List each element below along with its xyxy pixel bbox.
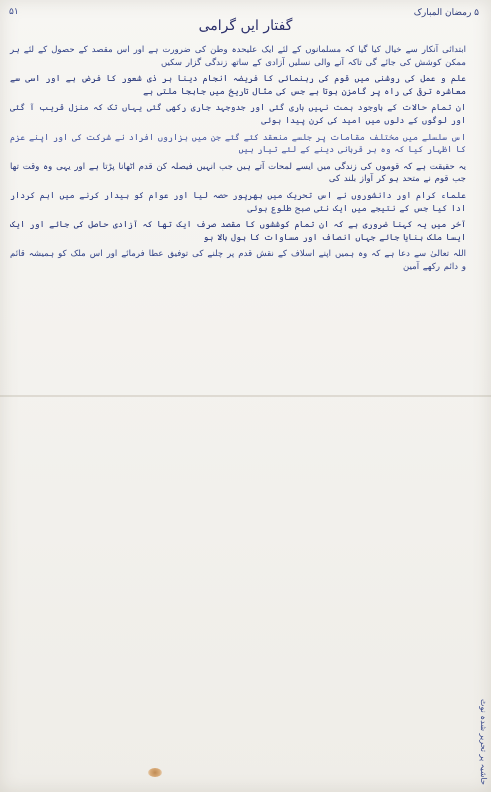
ink-stain	[148, 768, 162, 777]
paragraph: ان تمام حالات کے باوجود ہمت نہیں ہاری گئی اور جدوجہد جاری رکھی گئی یہاں تک کہ منزل قریب آ گئی اور لوگوں کے دلوں میں امید کی کرن پیدا ہوئی	[10, 103, 466, 126]
paragraph: علم و عمل کی روشنی میں قوم کی رہنمائی کا فریضہ انجام دینا ہر ذی شعور کا فرض ہے اور اسی سے معاشرہ ترقی کی راہ پر گامزن ہوتا ہے جس کی مثال تاریخ میں جابجا ملتی ہے	[10, 74, 466, 97]
paragraph: ابتدائی آنکار سے خیال کیا گیا کہ مسلمانوں کے لئے ایک علیحدہ وطن کی ضرورت ہے اور اس مقصد کے حصول کے لئے ہر ممکن کوشش کی جائے گی تاکہ آنے والی نسلیں آزادی کے ساتھ زندگی گزار سکیں	[10, 45, 466, 68]
page-title: گفتار ایں گرامی	[198, 18, 293, 34]
paragraph: یہ حقیقت ہے کہ قوموں کی زندگی میں ایسے لمحات آتے ہیں جب انہیں فیصلہ کن قدم اٹھانا پڑتا ہے اور یہی وہ وقت تھا جب قوم نے متحد ہو کر آواز بلند کی	[10, 161, 466, 185]
paper-fold	[0, 395, 491, 397]
handwritten-body	[10, 44, 466, 784]
margin-note: حاشیہ پر تحریر شدہ نوٹ	[479, 699, 488, 785]
paragraph: آخر میں یہ کہنا ضروری ہے کہ ان تمام کوششوں کا مقصد صرف ایک تھا کہ آزادی حاصل کی جائے اور ایک ایسا ملک بنایا جائے جہاں انصاف اور مساوات کا بول بالا ہو	[10, 220, 466, 243]
paragraph: اللہ تعالیٰ سے دعا ہے کہ وہ ہمیں اپنے اسلاف کے نقش قدم پر چلنے کی توفیق عطا فرمائے اور اس ملک کو ہمیشہ قائم و دائم رکھے آمین	[10, 249, 466, 272]
page-number: ۵۱	[9, 7, 19, 17]
date-header: ۵ رمضان المبارک	[413, 8, 479, 18]
paragraph: اس سلسلے میں مختلف مقامات پر جلسے منعقد کئے گئے جن میں ہزاروں افراد نے شرکت کی اور اپنے عزم کا اظہار کیا کہ وہ ہر قربانی دینے کے لئے تیار ہیں	[10, 132, 466, 156]
paragraph: علماء کرام اور دانشوروں نے اس تحریک میں بھرپور حصہ لیا اور عوام کو بیدار کرنے میں اہم کردار ادا کیا جس کے نتیجے میں ایک نئی صبح طلوع ہوئی	[10, 190, 466, 214]
